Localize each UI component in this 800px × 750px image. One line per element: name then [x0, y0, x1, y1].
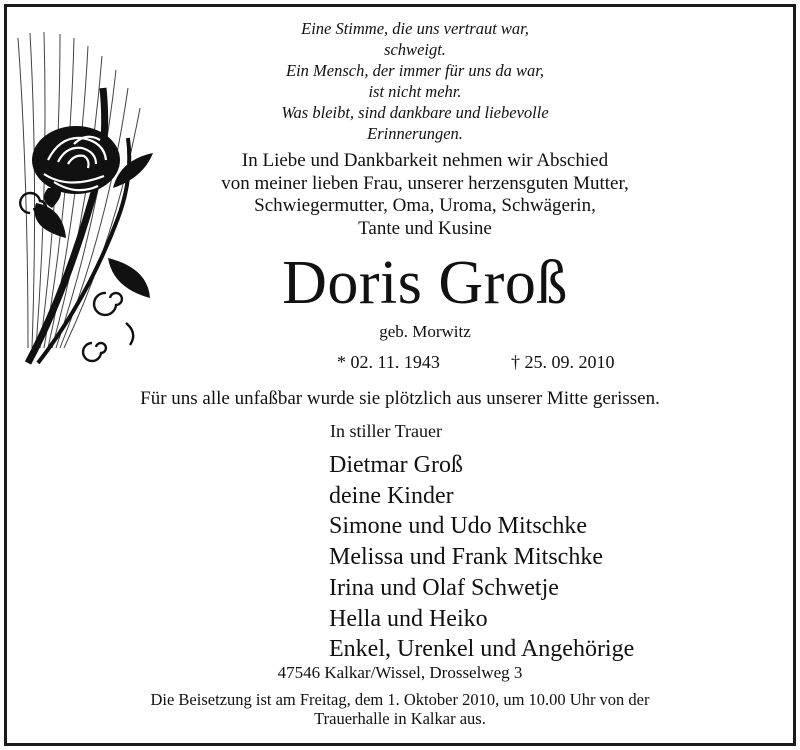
rose-icon [8, 28, 168, 368]
family-member: Hella und Heiko [329, 605, 488, 632]
poem-line: Was bleibt, sind dankbare und liebevolle [281, 103, 549, 122]
intro-line: von meiner lieben Frau, unserer herzensguten Mutter, [221, 172, 629, 194]
poem-line: Ein Mensch, der immer für uns da war, [285, 61, 545, 80]
intro-line: In Liebe und Dankbarkeit nehmen wir Abschied [241, 150, 609, 171]
mourning-label: In stiller Trauer [330, 421, 442, 441]
family-member: Dietmar Groß [329, 452, 463, 478]
deceased-name: Doris Groß [282, 249, 568, 317]
funeral-line: Trauerhalle in Kalkar aus. [314, 709, 486, 728]
intro-line: Tante und Kusine [358, 217, 492, 239]
family-member: Enkel, Urenkel und Angehörige [329, 636, 635, 663]
family-list [329, 450, 634, 665]
poem-line: Eine Stimme, die uns vertraut war, [301, 19, 529, 38]
birth-date: * 02. 11. 1943 [337, 352, 440, 372]
poem [250, 18, 580, 144]
family-member: deine Kinder [329, 482, 454, 509]
intro-line: Schwiegermutter, Oma, Uroma, Schwägerin, [254, 195, 596, 216]
family-member: Melissa und Frank Mitschke [329, 544, 603, 571]
poem-line: ist nicht mehr. [368, 82, 462, 101]
death-date: † 25. 09. 2010 [511, 352, 615, 372]
family-member: Simone und Udo Mitschke [329, 513, 587, 540]
poem-line: schweigt. [384, 40, 446, 59]
family-member: Irina und Olaf Schwetje [329, 574, 559, 601]
funeral-line: Die Beisetzung ist am Freitag, dem 1. Oktober 2010, um 10.00 Uhr von der [150, 690, 650, 709]
sudden-death-line: Für uns alle unfaßbar wurde sie plötzlich aus unserer Mitte gerissen. [140, 388, 660, 409]
poem-line: Erinnerungen. [367, 124, 463, 143]
farewell-intro [200, 150, 650, 240]
funeral-notice [80, 690, 720, 728]
born-name: geb. Morwitz [379, 322, 471, 341]
address: 47546 Kalkar/Wissel, Drosselweg 3 [277, 663, 523, 682]
